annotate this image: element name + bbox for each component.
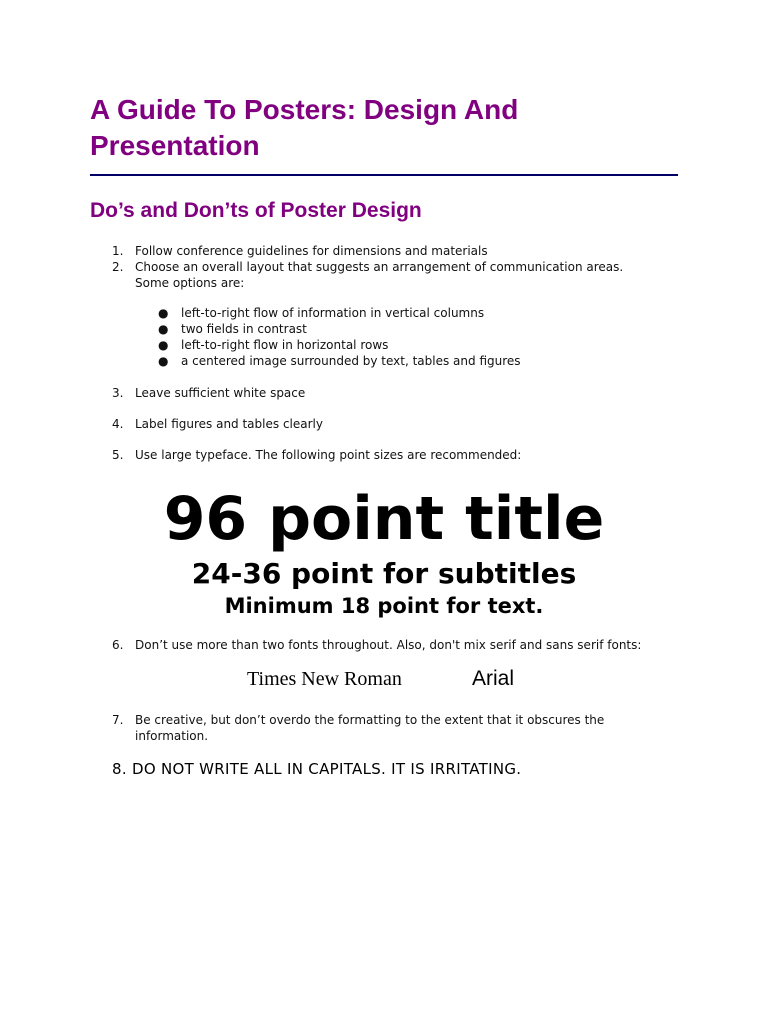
item-number: 2.: [112, 260, 124, 274]
sans-font-sample: Arial: [472, 667, 515, 690]
item-text: Label figures and tables clearly: [135, 417, 323, 431]
item-text-line-2: information.: [135, 729, 209, 743]
sample-96pt: 96 point title: [163, 484, 605, 554]
section-heading: Do’s and Don’ts of Poster Design: [90, 199, 422, 222]
bullet-text: two fields in contrast: [181, 322, 307, 336]
item-number: 4.: [112, 417, 124, 431]
item-number: 1.: [112, 244, 124, 258]
item-text: [135, 259, 695, 291]
item-number: 7.: [112, 713, 124, 727]
title-divider: [90, 174, 678, 176]
item-number: 6.: [112, 638, 124, 652]
bullet-icon: ●: [158, 306, 169, 320]
item-text-line-1: Be creative, but don’t overdo the formatting to the extent that it obscures the: [135, 713, 605, 727]
sample-18pt: Minimum 18 point for text.: [224, 594, 544, 618]
item-number: 5.: [112, 448, 124, 462]
item-text: [135, 712, 695, 744]
serif-font-sample: Times New Roman: [247, 668, 402, 690]
item-text: Leave sufficient white space: [135, 386, 306, 400]
item-text-line-1: Choose an overall layout that suggests an arrangement of communication areas.: [135, 260, 624, 274]
item-text: Use large typeface. The following point sizes are recommended:: [135, 448, 522, 462]
title-line-2: Presentation: [90, 130, 260, 161]
bullet-text: a centered image surrounded by text, tables and figures: [181, 354, 521, 368]
bullet-text: left-to-right flow in horizontal rows: [181, 338, 389, 352]
item-text: Don’t use more than two fonts throughout. Also, don't mix serif and sans serif fonts:: [135, 638, 642, 652]
item-text: Follow conference guidelines for dimensions and materials: [135, 244, 488, 258]
bullet-text: left-to-right flow of information in vertical columns: [181, 306, 485, 320]
item-text-line-2: Some options are:: [135, 276, 245, 290]
item-number: 3.: [112, 386, 124, 400]
bullet-icon: ●: [158, 322, 169, 336]
sample-24pt: 24-36 point for subtitles: [191, 557, 577, 590]
list-item-8: 8. DO NOT WRITE ALL IN CAPITALS. IT IS IRRITATING.: [112, 760, 522, 778]
title-line-1: A Guide To Posters: Design And: [90, 94, 519, 125]
page-title: [90, 92, 690, 164]
bullet-icon: ●: [158, 338, 169, 352]
bullet-icon: ●: [158, 354, 169, 368]
